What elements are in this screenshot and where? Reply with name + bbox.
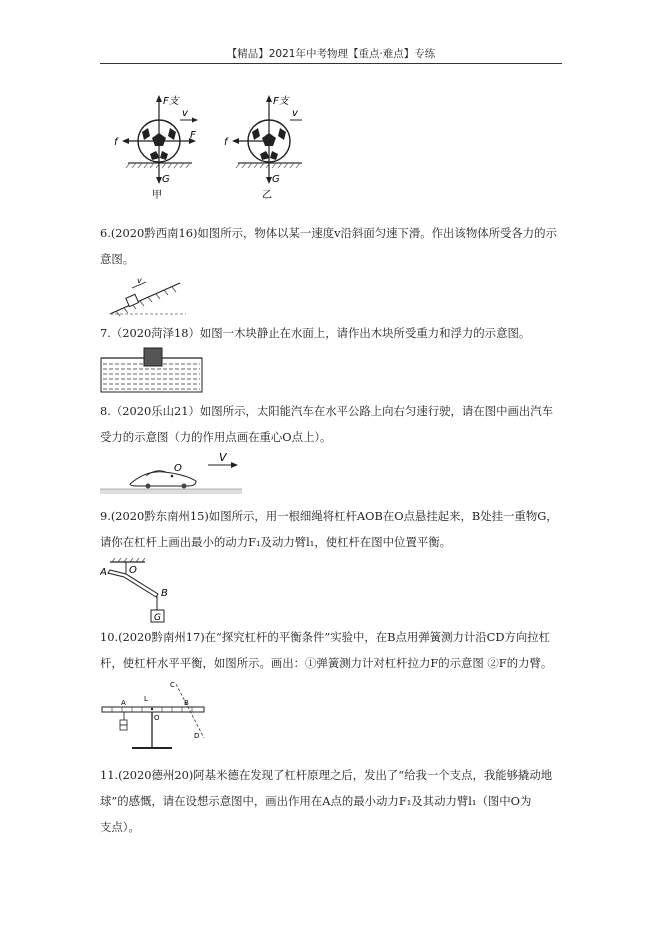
- solar-car-figure: [100, 450, 245, 496]
- football-force-figure: [112, 90, 302, 200]
- question-line: 7.（2020菏泽18）如图一木块静止在水面上，请作出木块所受重力和浮力的示意图。: [100, 326, 531, 340]
- lever-aob-figure: [100, 558, 190, 630]
- label-O: O: [174, 463, 182, 474]
- label-f-support: F支: [273, 96, 289, 107]
- ball-diagram-left: [114, 95, 198, 200]
- label-A: A: [121, 699, 126, 707]
- question-line: 10.(2020黔南州17)在“探究杠杆的平衡条件”实验中，在B点用弹簧测力计沿CD方向拉杠: [100, 630, 551, 644]
- question-line: 请你在杠杆上画出最小的动力F₁及动力臂l₁，使杠杆在图中位置平衡。: [100, 535, 452, 549]
- label-v: v: [292, 108, 298, 119]
- question-8: [100, 398, 570, 450]
- question-line: 6.(2020黔西南16)如图所示，物体以某一速度v沿斜面匀速下滑。作出该物体所受各力的示: [100, 226, 557, 240]
- label-v: v: [137, 276, 142, 285]
- label-O: O: [154, 714, 160, 722]
- label-G: G: [162, 174, 170, 185]
- question-9: [100, 503, 570, 555]
- question-line: 杆，使杠杆水平平衡，如图所示。画出：①弹簧测力计对杠杆拉力F的示意图 ②F的力臂。: [100, 656, 553, 670]
- question-line: 8.（2020乐山21）如图所示，太阳能汽车在水平公路上向右匀速行驶，请在图中画出汽车: [100, 404, 554, 418]
- label-L: L: [144, 695, 148, 703]
- label-V: V: [219, 451, 227, 464]
- block-on-incline: [126, 294, 139, 306]
- question-10: [100, 624, 570, 676]
- question-11: [100, 762, 570, 840]
- floating-block-figure: [100, 344, 205, 394]
- caption-jia: 甲: [152, 190, 162, 200]
- label-f-support: F支: [163, 96, 179, 107]
- page-header: 【精品】2021年中考物理【重点·难点】专练: [226, 48, 436, 60]
- wood-block: [144, 348, 162, 366]
- question-line: 受力的示意图（力的作用点画在重心O点上）。: [100, 430, 332, 444]
- question-line: 意图。: [100, 252, 135, 266]
- label-G: G: [272, 174, 280, 185]
- label-C: C: [170, 681, 175, 689]
- label-B: B: [161, 588, 168, 599]
- label-f: f: [224, 137, 228, 148]
- question-line: 9.(2020黔东南州15)如图所示，用一根细绳将杠杆AOB在O点悬挂起来，B处挂一重物G，: [100, 509, 558, 523]
- label-A: A: [100, 567, 107, 578]
- label-G: G: [154, 613, 161, 623]
- label-F: F: [190, 130, 196, 141]
- label-v: v: [182, 108, 188, 119]
- label-B: B: [184, 699, 189, 707]
- car-body: [130, 472, 196, 486]
- balance-lever-figure: [100, 680, 210, 760]
- label-O: O: [129, 565, 137, 576]
- question-line: 支点）。: [100, 820, 140, 834]
- question-line: 11.(2020德州20)阿基米德在发现了杠杆原理之后，发出了“给我一个支点，我能够撬动地: [100, 768, 553, 782]
- header-divider: [100, 63, 562, 64]
- question-6: [100, 220, 570, 272]
- question-line: 球”的感慨，请在设想示意图中，画出作用在A点的最小动力F₁及其动力臂l₁（图中O为: [100, 794, 532, 808]
- ball-diagram-right: [224, 95, 302, 200]
- label-f: f: [114, 137, 118, 148]
- label-D: D: [194, 732, 200, 740]
- caption-yi: 乙: [262, 190, 272, 200]
- incline-figure: [108, 274, 198, 320]
- question-7: [100, 320, 570, 346]
